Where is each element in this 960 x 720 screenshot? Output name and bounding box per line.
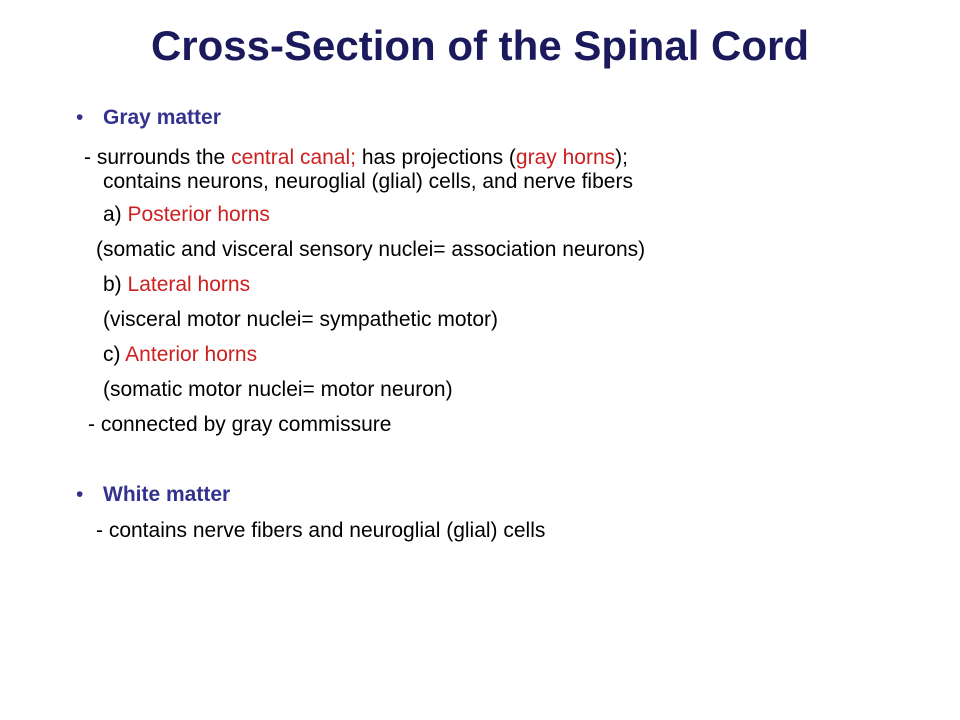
gray-commissure-line: - connected by gray commissure [88,413,392,436]
page-title: Cross-Section of the Spinal Cord [150,22,810,69]
text-segment: has projections ( [355,146,516,169]
bullet-white-matter: • [76,483,84,506]
gray-horns-term: gray horns [515,146,616,169]
item-prefix: c) [103,343,126,366]
posterior-horns-line [103,203,270,227]
posterior-horns-desc: (somatic and visceral sensory nuclei= association neurons) [96,238,646,261]
text-segment: ); [615,146,628,169]
gray-matter-line-1 [84,146,628,170]
central-canal-term: central canal; [231,146,356,169]
anterior-horns-line [103,343,257,367]
white-matter-desc: - contains nerve fibers and neuroglial (glial) cells [96,519,546,542]
text-segment: - surrounds the [84,146,232,169]
posterior-horns-term: Posterior horns [127,203,270,226]
bullet-gray-matter: • [76,106,84,129]
gray-matter-line-2: contains neurons, neuroglial (glial) cells, and nerve fibers [103,170,633,193]
item-prefix: b) [103,273,128,296]
anterior-horns-term: Anterior horns [125,343,258,366]
lateral-horns-term: Lateral horns [127,273,251,296]
heading-white-matter: White matter [103,483,231,506]
lateral-horns-desc: (visceral motor nuclei= sympathetic motor) [103,308,499,331]
item-prefix: a) [103,203,128,226]
lateral-horns-line [103,273,250,297]
anterior-horns-desc: (somatic motor nuclei= motor neuron) [103,378,453,401]
heading-gray-matter: Gray matter [103,106,221,129]
